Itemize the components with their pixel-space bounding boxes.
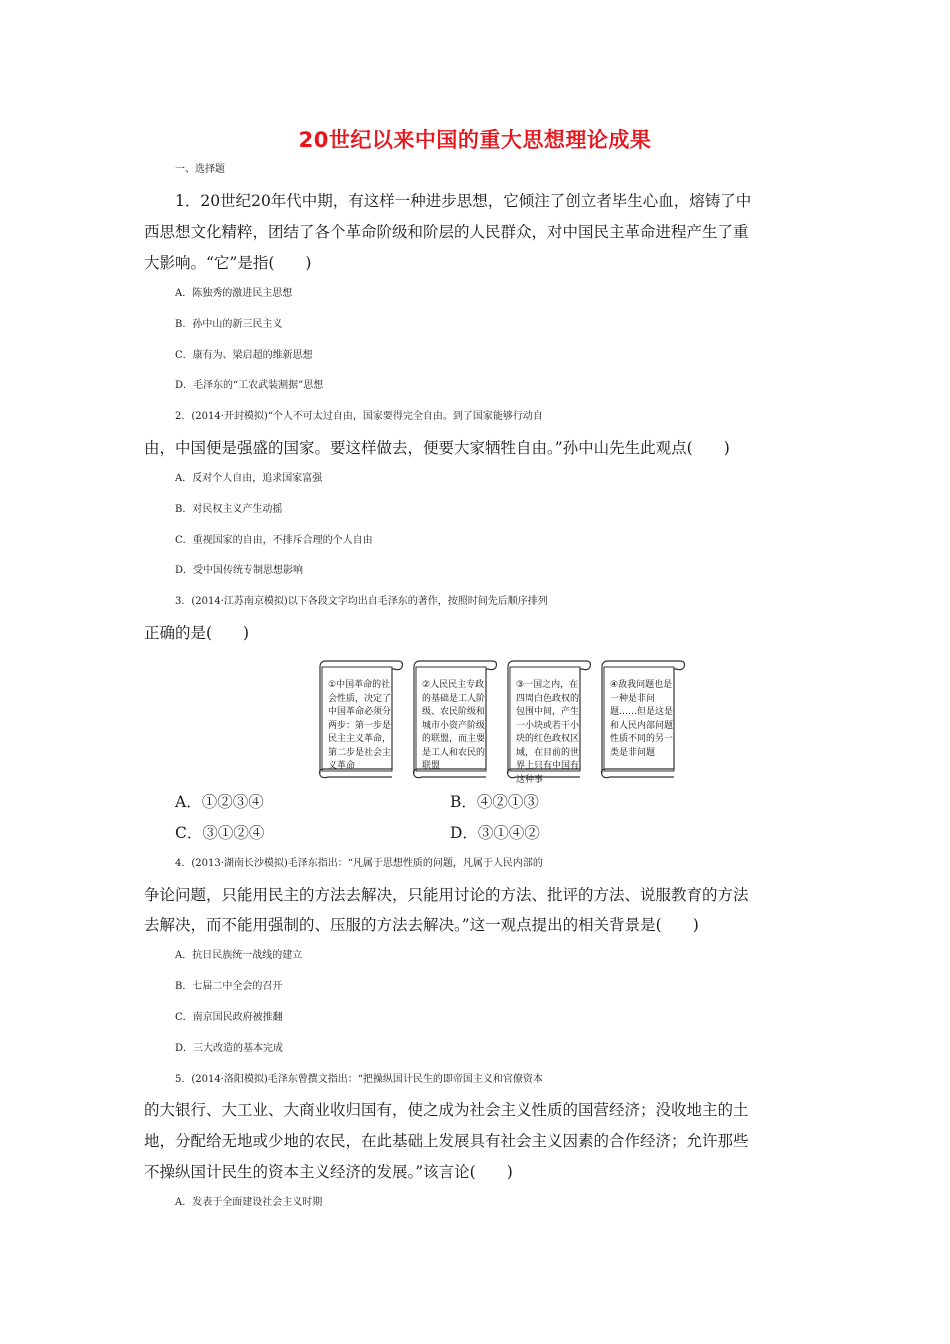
q5-stem-line2: 的大银行、大工业、大商业收归国有，使之成为社会主义性质的国营经济；没收地主的土 (144, 1101, 749, 1119)
q1-stem-line1: 1．20世纪20年代中期，有这样一种进步思想，它倾注了创立者毕生心血，熔铸了中 (175, 192, 752, 210)
q5-stem-line4: 不操纵国计民生的资本主义经济的发展。”该言论( ) (144, 1163, 513, 1181)
q2-stem-line2: 由，中国便是强盛的国家。要这样做去，便要大家牺牲自由。”孙中山先生此观点( ) (144, 439, 730, 457)
q4-stem-line1: 4．(2013·湖南长沙模拟)毛泽东指出：“凡属于思想性质的问题，凡属于人民内部的 (175, 858, 543, 869)
q2-option-c: C．重视国家的自由，不排斥合理的个人自由 (175, 535, 373, 546)
scroll-3 (504, 657, 592, 785)
q4-option-c: C．南京国民政府被推翻 (175, 1012, 283, 1023)
q3-option-a: A．①②③④ (175, 793, 264, 811)
scroll-1-text: ①中国革命的社会性质，决定了中国革命必须分两步：第一步是民主主义革命，第二步是社会主义革命 (328, 680, 392, 771)
scroll-4-text: ④敌我问题也是一种是非问题……但是这是和人民内部问题性质不同的另一类是非问题 (610, 680, 674, 758)
q4-option-b: B．七届二中全会的召开 (175, 981, 283, 992)
section-heading: 一、选择题 (175, 164, 225, 175)
q3-option-b: B．④②①③ (450, 793, 539, 811)
q3-option-c: C．③①②④ (175, 824, 265, 842)
scroll-1 (316, 657, 404, 781)
scroll-2-text: ②人民民主专政的基础是工人阶级、农民阶级和城市小资产阶级的联盟，而主要是工人和农民的联盟 (422, 680, 486, 771)
q1-option-a: A．陈独秀的激进民主思想 (175, 288, 293, 299)
q1-option-b: B．孙中山的新三民主义 (175, 319, 283, 330)
q5-option-a: A．发表于全面建设社会主义时期 (175, 1197, 323, 1208)
q4-stem-line2: 争论问题，只能用民主的方法去解决，只能用讨论的方法、批评的方法、说服教育的方法 (144, 886, 749, 904)
q4-stem-line3: 去解决，而不能用强制的、压服的方法去解决。”这一观点提出的相关背景是( ) (144, 916, 699, 934)
q1-option-d: D．毛泽东的“工农武装割据”思想 (175, 380, 324, 391)
q2-option-a: A．反对个人自由，追求国家富强 (175, 473, 323, 484)
q2-stem-line1: 2．(2014·开封模拟)“个人不可太过自由，国家要得完全自由。到了国家能够行动自 (175, 411, 543, 422)
page-title: 20世纪以来中国的重大思想理论成果 (298, 128, 652, 152)
q3-stem-line1: 3．(2014·江苏南京模拟)以下各段文字均出自毛泽东的著作，按照时间先后顺序排列 (175, 596, 548, 607)
q1-stem-line3: 大影响。“它”是指( ) (144, 254, 312, 272)
q5-stem-line1: 5．(2014·洛阳模拟)毛泽东曾撰文指出：“把操纵国计民生的即帝国主义和官僚资本 (175, 1074, 543, 1085)
scroll-4 (598, 657, 686, 781)
scroll-3-text: ③一国之内，在四周白色政权的包围中间，产生一小块或若干小块的红色政权区域，在目前的世界上只有中国有这种事 (516, 680, 580, 785)
q2-option-b: B．对民权主义产生动摇 (175, 504, 283, 515)
q3-option-d: D．③①④② (450, 824, 540, 842)
q3-scroll-figure (316, 657, 688, 785)
scroll-2 (410, 657, 498, 781)
q4-option-d: D．三大改造的基本完成 (175, 1043, 284, 1054)
q5-stem-line3: 地，分配给无地或少地的农民，在此基础上发展具有社会主义因素的合作经济；允许那些 (144, 1132, 749, 1150)
q2-option-d: D．受中国传统专制思想影响 (175, 565, 304, 576)
q4-option-a: A．抗日民族统一战线的建立 (175, 950, 303, 961)
q1-option-c: C．康有为、梁启超的维新思想 (175, 350, 313, 361)
q3-stem-line2: 正确的是( ) (144, 624, 250, 642)
q1-stem-line2: 西思想文化精粹，团结了各个革命阶级和阶层的人民群众，对中国民主革命进程产生了重 (144, 223, 749, 241)
